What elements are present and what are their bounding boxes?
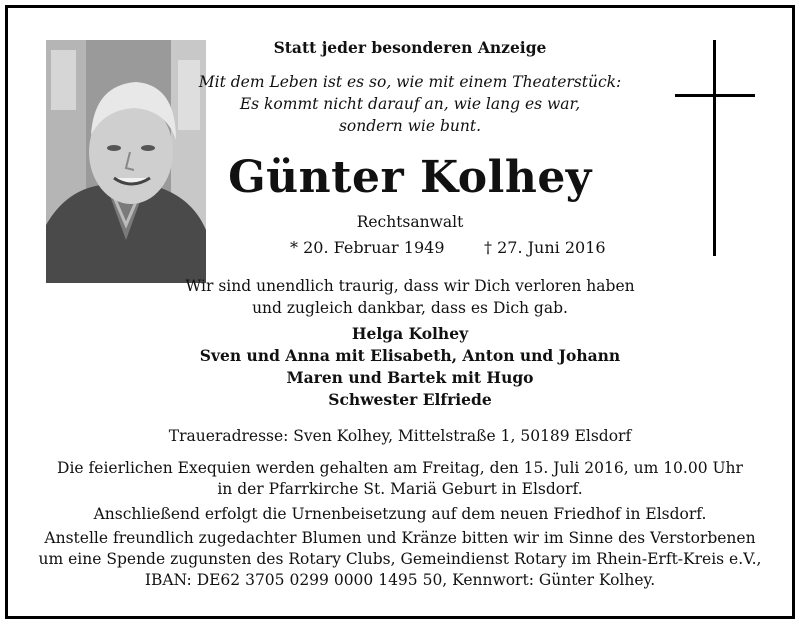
burial-info: Anschließend erfolgt die Urnenbeisetzung auf dem neuen Friedhof in Elsdorf. bbox=[93, 505, 707, 523]
profession: Rechtsanwalt bbox=[356, 213, 464, 231]
death-date: † 27. Juni 2016 bbox=[484, 238, 606, 257]
intro-line: Statt jeder besonderen Anzeige bbox=[273, 38, 547, 57]
deceased-name: Günter Kolhey bbox=[228, 152, 592, 203]
mourner-4: Schwester Elfriede bbox=[328, 390, 492, 409]
donation-line-3: IBAN: DE62 3705 0299 0000 1495 50, Kennwort: Günter Kolhey. bbox=[144, 571, 656, 589]
mourner-3: Maren und Bartek mit Hugo bbox=[286, 368, 534, 387]
quote-line-3: sondern wie bunt. bbox=[338, 117, 482, 135]
cross-symbol bbox=[675, 40, 755, 256]
mourning-address: Traueradresse: Sven Kolhey, Mittelstraße 1, 50189 Elsdorf bbox=[168, 427, 632, 445]
mourner-1: Helga Kolhey bbox=[351, 324, 469, 343]
quote-line-1: Mit dem Leben ist es so, wie mit einem Theaterstück: bbox=[198, 73, 622, 91]
mourner-2: Sven und Anna mit Elisabeth, Anton und Johann bbox=[199, 346, 621, 365]
service-line-2: in der Pfarrkirche St. Mariä Geburt in Elsdorf. bbox=[217, 480, 583, 498]
message-line-1: Wir sind unendlich traurig, dass wir Dich verloren haben bbox=[185, 277, 635, 295]
service-line-1: Die feierlichen Exequien werden gehalten am Freitag, den 15. Juli 2016, um 10.00 Uhr bbox=[57, 459, 743, 477]
donation-line-2: um eine Spende zugunsten des Rotary Clubs, Gemeindienst Rotary im Rhein-Erft-Kreis e.V., bbox=[38, 550, 762, 568]
message-line-2: und zugleich dankbar, dass es Dich gab. bbox=[252, 299, 568, 317]
birth-date: * 20. Februar 1949 bbox=[290, 238, 445, 257]
quote-line-2: Es kommt nicht darauf an, wie lang es war, bbox=[239, 95, 581, 113]
donation-line-1: Anstelle freundlich zugedachter Blumen und Kränze bitten wir im Sinne des Verstorbenen bbox=[44, 529, 756, 547]
